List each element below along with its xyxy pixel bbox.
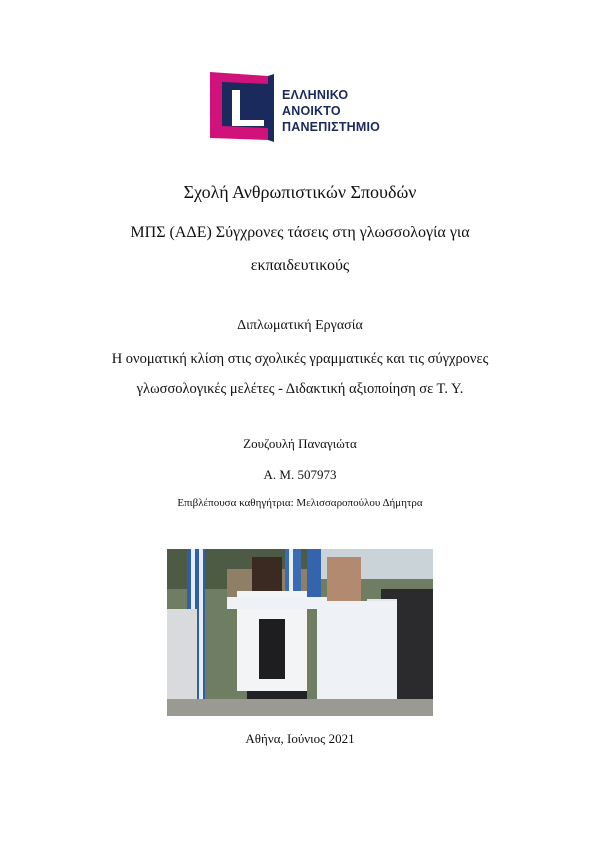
logo-wordmark [282, 87, 380, 135]
school-name: Σχολή Ανθρωπιστικών Σπουδών [183, 182, 417, 202]
program-line-2: εκπαιδευτικούς [250, 257, 350, 274]
logo-line-3: ΠΑΝΕΠΙΣΤΗΜΙΟ [282, 120, 381, 134]
thesis-title-line-1: Η ονοματική κλίση στις σχολικές γραμματικές και τις σύγχρονες [111, 351, 489, 367]
place-date: Αθήνα, Ιούνιος 2021 [245, 731, 355, 746]
program-line-1: ΜΠΣ (ΑΔΕ) Σύγχρονες τάσεις στη γλωσσολογία για [130, 224, 470, 241]
cover-photo [167, 549, 433, 716]
logo-line-2: ΑΝΟΙΚΤΟ [282, 104, 341, 118]
thesis-title-line-2: γλωσσολογικές μελέτες - Διδακτική αξιοποίηση σε Τ. Υ. [136, 381, 464, 397]
eap-logo-icon [208, 70, 278, 144]
thesis-type: Διπλωματική Εργασία [237, 318, 363, 333]
student-id: Α. Μ. 507973 [263, 467, 337, 482]
logo-line-1: ΕΛΛΗΝΙΚΟ [282, 88, 349, 102]
supervisor: Επιβλέπουσα καθηγήτρια: Μελισσαροπούλου Δήμητρα [177, 497, 423, 509]
university-logo [208, 70, 398, 144]
author-name: Ζουζουλή Παναγιώτα [243, 436, 357, 451]
